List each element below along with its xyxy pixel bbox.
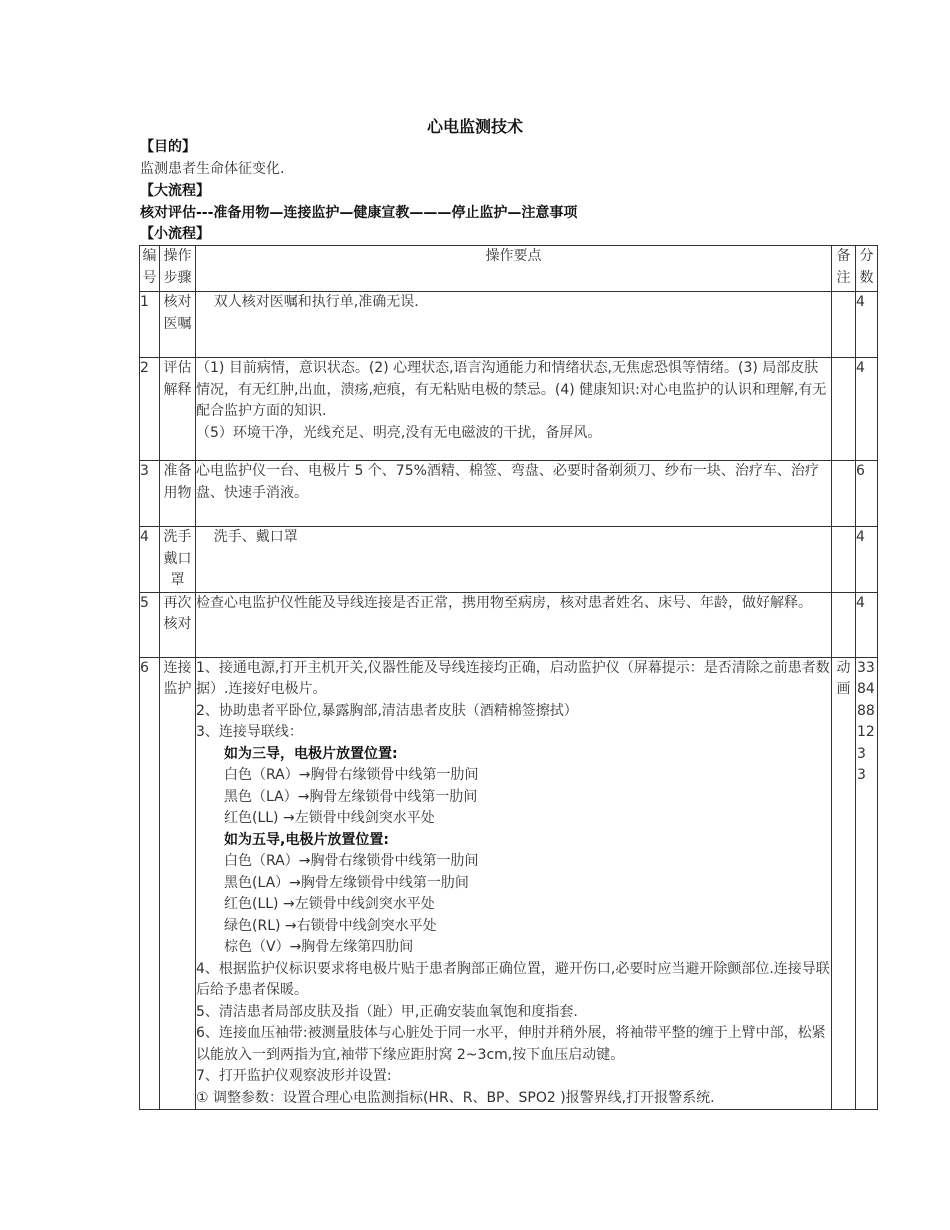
row-point-line: 白色（RA）→胸骨右缘锁骨中线第一肋间 [224,853,479,869]
row-step: 再次核对 [160,592,196,657]
row-point-line: 5、清洁患者局部皮肤及指（趾）甲,正确安装血氧饱和度指套. [196,1003,578,1020]
table-row [140,292,878,358]
row-step: 洗手戴口罩 [160,527,196,593]
row-step: 核对医嘱 [160,292,196,358]
row-point-line: 红色(LL) →左锁骨中线剑突水平处 [224,810,435,826]
row-point-line: 检查心电监护仪性能及导线连接是否正常，携用物至病房，核对患者姓名、床号、年龄，做好解释。 [196,594,812,611]
row-point-line: （5）环境干净，光线充足、明亮,没有无电磁波的干扰，备屏风。 [196,424,602,441]
row-point-line: 黑色(LA）→胸骨左缘锁骨中线第一肋间 [224,874,469,891]
row-score: 4 [856,358,878,461]
header-step: 操作步骤 [160,246,196,292]
row-score: 4 [856,592,878,657]
row-step: 准备用物 [160,461,196,527]
row-point-line: 6、连接血压袖带:被测量肢体与心脏处于同一水平，伸肘并稍外展，将袖带平整的缠于上臂中部，松紧以能放入一到两指为宜,袖带下缘应距肘窝 2~3cm,按下血压启动键。 [196,1025,826,1063]
header-score: 分数 [856,246,878,292]
purpose-header: 【目的】 [140,139,196,155]
row-remark [832,292,856,358]
table-header-row [140,246,878,292]
row-remark [832,358,856,461]
main-flow-header: 【大流程】 [140,183,210,199]
row-point-line: 如为三导，电极片放置位置: [224,745,398,762]
row-no: 2 [140,358,160,461]
header-points: 操作要点 [196,246,832,292]
row-step: 评估解释 [160,358,196,461]
header-remark: 备注 [832,246,856,292]
table-row [140,358,878,461]
row-no: 3 [140,461,160,527]
row-point-line: 绿色(RL) →右锁骨中线剑突水平处 [224,917,437,934]
purpose-text: 监测患者生命体征变化. [140,161,285,177]
row-points [196,657,832,1110]
row-point-line: 2、协助患者平卧位,暴露胸部,清洁患者皮肤（酒精棉签擦拭） [196,702,578,719]
table-row [140,592,878,657]
row-point-line: 7、打开监护仪观察波形并设置: [196,1068,392,1084]
table-row [140,527,878,593]
row-score: 4 [856,292,878,358]
row-point-line: 4、根据监护仪标识要求将电极片贴于患者胸部正确位置，避开伤口,必要时应当避开除颤部位.连接导联后给予患者保暖。 [196,960,830,998]
row-no: 4 [140,527,160,593]
table-row [140,461,878,527]
row-point-line: 如为五导,电极片放置位置: [224,831,389,848]
row-remark: 动画 [832,657,856,1110]
row-point-line: ① 调整参数：设置合理心电监测指标(HR、R、BP、SPO2 )报警界线,打开报警系统. [196,1089,715,1106]
header-no: 编号 [140,246,160,292]
row-point-line: 红色(LL) →左锁骨中线剑突水平处 [224,896,435,912]
row-point-line: 白色（RA）→胸骨右缘锁骨中线第一肋间 [224,767,479,783]
row-score: 338488123 3 [856,657,878,1110]
row-point-line: 黑色（LA）→胸骨左缘锁骨中线第一肋间 [224,788,478,805]
table-row [140,657,878,1110]
row-score: 4 [856,527,878,593]
row-point-line: 心电监护仪一台、电极片 5 个、75%酒精、棉签、弯盘、必要时备剃须刀、纱布一块、治疗车、治疗盘、快速手消液。 [196,463,819,501]
row-point-line: 洗手、戴口罩 [196,529,298,545]
main-flow-text: 核对评估---准备用物—连接监护—健康宣教———停止监护—注意事项 [140,205,578,221]
row-remark [832,527,856,593]
row-remark [832,592,856,657]
row-score: 6 [856,461,878,527]
row-no: 1 [140,292,160,358]
row-point-line: （1) 目前病情，意识状态。(2) 心理状态,语言沟通能力和情绪状态,无焦虑恐惧等情绪。(3) 局部皮肤情况，有无红肿,出血，溃疡,疤痕，有无粘贴电极的禁忌。(4) 健康知识:对心电监护的认识和理解,有无配合监护方面的知识. [196,360,827,419]
procedure-table [139,245,878,1110]
row-point-line: 1、接通电源,打开主机开关,仪器性能及导线连接均正确，启动监护仪（屏幕提示：是否清除之前患者数据）.连接好电极片。 [196,659,830,697]
row-points [196,358,832,461]
row-points [196,592,832,657]
row-step: 连接监护 [160,657,196,1110]
row-no: 6 [140,657,160,1110]
row-points [196,461,832,527]
row-point-line: 棕色（V）→胸骨左缘第四肋间 [224,939,414,955]
row-points [196,292,832,358]
row-points [196,527,832,593]
sub-flow-header: 【小流程】 [140,226,210,242]
row-point-line: 3、连接导联线： [196,724,303,740]
row-point-line: 双人核对医嘱和执行单,准确无误. [196,294,419,310]
document-title: 心电监测技术 [426,117,523,136]
row-no: 5 [140,592,160,657]
row-remark [832,461,856,527]
